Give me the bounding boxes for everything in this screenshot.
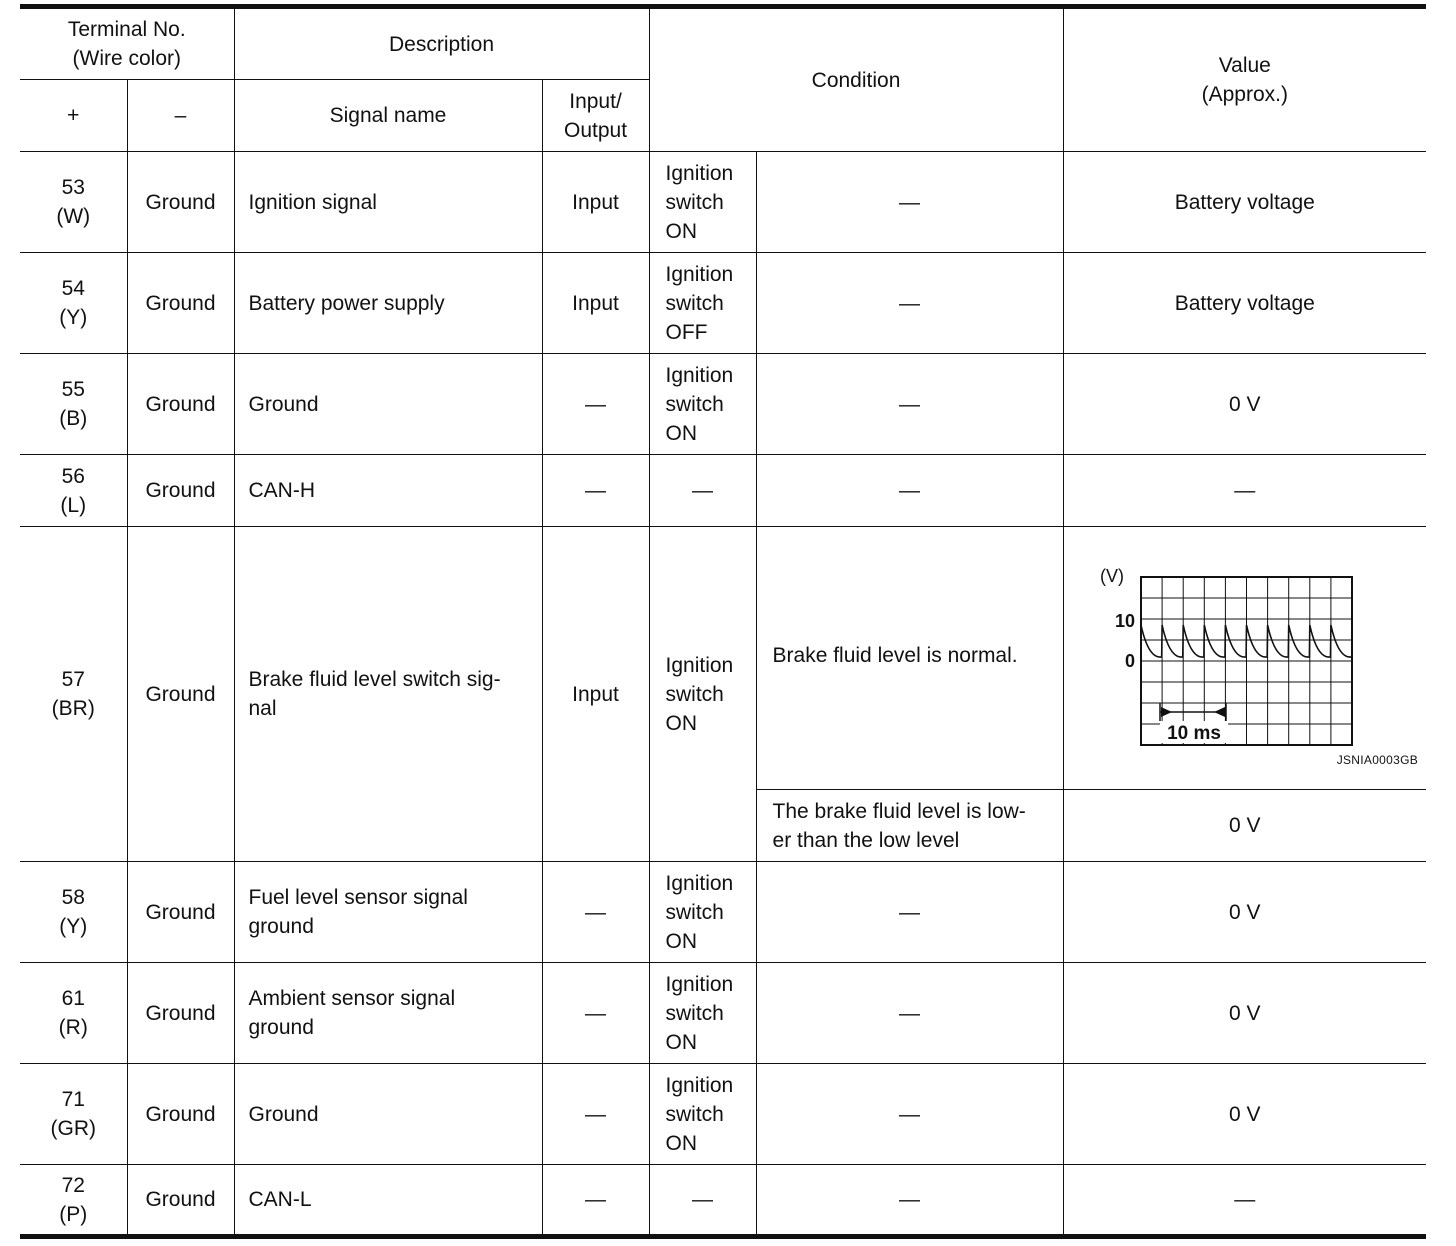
condition-ignition: Ignition switch OFF <box>649 253 756 354</box>
waveform-trace <box>1141 625 1352 657</box>
table-row <box>20 963 1426 1064</box>
value: Battery voltage <box>1063 152 1426 253</box>
io-value: — <box>542 354 649 455</box>
condition-ignition: Ignition switch ON <box>649 1064 756 1165</box>
condition-header: Condition <box>649 7 1063 152</box>
value: — <box>1063 1165 1426 1237</box>
terminal-plus: 57 (BR) <box>20 527 127 862</box>
io-value: Input <box>542 253 649 354</box>
table-row <box>20 1165 1426 1237</box>
condition-detail: — <box>756 253 1063 354</box>
table-row <box>20 455 1426 527</box>
signal-name-header: Signal name <box>234 80 542 152</box>
table-row <box>20 354 1426 455</box>
signal-name: CAN-H <box>234 455 542 527</box>
io-value: — <box>542 1165 649 1237</box>
io-value: — <box>542 963 649 1064</box>
value-header: Value (Approx.) <box>1063 7 1426 152</box>
terminal-minus: Ground <box>127 1165 234 1237</box>
value-waveform <box>1063 527 1426 790</box>
io-value: Input <box>542 527 649 862</box>
waveform-time-label: 10 ms <box>1166 723 1221 744</box>
terminal-header: Terminal No. (Wire color) <box>20 7 234 80</box>
terminal-plus: 55 (B) <box>20 354 127 455</box>
table-row <box>20 1064 1426 1165</box>
plus-header: + <box>20 80 127 152</box>
signal-name: Brake fluid level switch sig- nal <box>234 527 542 862</box>
table-row <box>20 862 1426 963</box>
value: Battery voltage <box>1063 253 1426 354</box>
value: 0 V <box>1063 1064 1426 1165</box>
condition-detail: — <box>756 455 1063 527</box>
condition-detail: — <box>756 1165 1063 1237</box>
value: 0 V <box>1063 963 1426 1064</box>
condition-detail: — <box>756 963 1063 1064</box>
terminal-minus: Ground <box>127 963 234 1064</box>
table-row <box>20 253 1426 354</box>
terminal-plus: 72 (P) <box>20 1165 127 1237</box>
value: — <box>1063 455 1426 527</box>
io-value: — <box>542 862 649 963</box>
terminal-plus: 54 (Y) <box>20 253 127 354</box>
terminal-minus: Ground <box>127 1064 234 1165</box>
header-row-1 <box>20 7 1426 80</box>
waveform-y0: 0 <box>1124 651 1135 671</box>
io-value: — <box>542 455 649 527</box>
terminal-minus: Ground <box>127 455 234 527</box>
io-value: Input <box>542 152 649 253</box>
signal-name: Ground <box>234 354 542 455</box>
terminal-plus: 71 (GR) <box>20 1064 127 1165</box>
terminal-minus: Ground <box>127 354 234 455</box>
figure-code: JSNIA0003GB <box>1336 753 1419 767</box>
condition-ignition: Ignition switch ON <box>649 862 756 963</box>
signal-name: Fuel level sensor signal ground <box>234 862 542 963</box>
terminal-plus: 61 (R) <box>20 963 127 1064</box>
condition-detail: — <box>756 152 1063 253</box>
terminal-spec-table <box>20 4 1426 1239</box>
table-row <box>20 152 1426 253</box>
terminal-minus: Ground <box>127 152 234 253</box>
terminal-minus: Ground <box>127 862 234 963</box>
table-row <box>20 527 1426 790</box>
condition-detail: The brake fluid level is low- er than the low level <box>756 790 1063 862</box>
condition-ignition: — <box>649 1165 756 1237</box>
waveform-unit: (V) <box>1099 566 1124 586</box>
io-header: Input/ Output <box>542 80 649 152</box>
terminal-minus: Ground <box>127 527 234 862</box>
condition-ignition: Ignition switch ON <box>649 152 756 253</box>
minus-header: – <box>127 80 234 152</box>
condition-ignition: Ignition switch ON <box>649 354 756 455</box>
io-value: — <box>542 1064 649 1165</box>
terminal-plus: 58 (Y) <box>20 862 127 963</box>
signal-name: Ignition signal <box>234 152 542 253</box>
signal-name: CAN-L <box>234 1165 542 1237</box>
condition-ignition: — <box>649 455 756 527</box>
terminal-plus: 56 (L) <box>20 455 127 527</box>
condition-ignition: Ignition switch ON <box>649 527 756 862</box>
condition-detail: — <box>756 862 1063 963</box>
waveform-y10: 10 <box>1114 611 1135 631</box>
signal-name: Battery power supply <box>234 253 542 354</box>
condition-detail: — <box>756 354 1063 455</box>
signal-name: Ambient sensor signal ground <box>234 963 542 1064</box>
condition-detail: — <box>756 1064 1063 1165</box>
value: 0 V <box>1063 862 1426 963</box>
condition-ignition: Ignition switch ON <box>649 963 756 1064</box>
value: 0 V <box>1063 790 1426 862</box>
terminal-minus: Ground <box>127 253 234 354</box>
description-header: Description <box>234 7 649 80</box>
signal-name: Ground <box>234 1064 542 1165</box>
condition-detail: Brake fluid level is normal. <box>756 527 1063 790</box>
value: 0 V <box>1063 354 1426 455</box>
terminal-plus: 53 (W) <box>20 152 127 253</box>
